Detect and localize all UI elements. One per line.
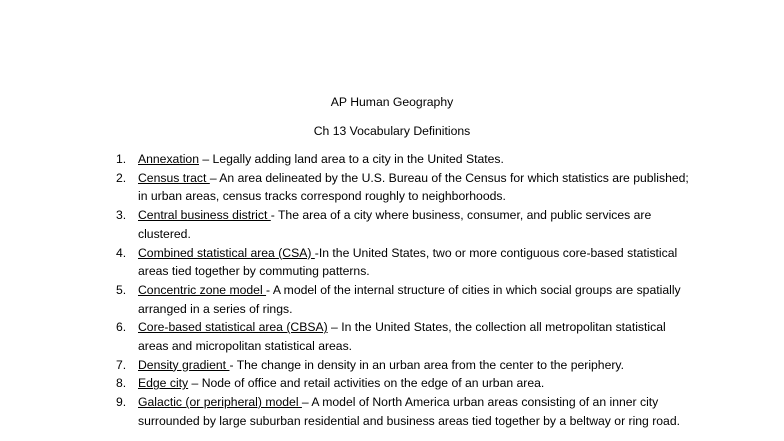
item-number: 4. [116,245,127,260]
list-item [110,393,690,430]
vocab-term: Core-based statistical area (CBSA) [138,320,328,335]
list-item [110,169,690,206]
vocab-term: Annexation [138,152,199,166]
vocab-definition: -In the United States, two or more contiguous core-based statistical areas tied together by commuting patterns. [138,245,678,279]
vocab-definition: – An area delineated by the U.S. Bureau of the Census for which statistics are published; in urban areas, census tracks correspond roughly to neighborhoods. [138,170,689,204]
list-item [110,150,690,169]
vocab-definition: – In the United States, the collection all metropolitan statistical areas and micropolitan statistical areas. [138,320,666,354]
vocab-definition: - The area of a city where business, consumer, and public services are clustered. [138,208,652,241]
item-number: 5. [116,282,127,297]
document-title: AP Human Geography [330,95,454,109]
item-number: 8. [116,376,127,391]
item-number: 9. [116,395,127,410]
list-item [110,206,690,243]
list-item [110,244,690,281]
item-number: 6. [116,320,127,335]
item-number: 2. [116,170,127,185]
vocab-term: Census tract [138,170,210,185]
vocab-definition: – A model of North America urban areas consisting of an inner city surrounded by large suburban residential and business areas tied together by a beltway or ring road. [138,395,680,428]
vocab-term: Central business district [138,208,271,223]
vocab-definition: - The change in density in an urban area from the center to the periphery. [229,357,624,372]
vocabulary-list [110,150,690,431]
vocab-term: Edge city [138,376,189,391]
vocab-definition: – Legally adding land area to a city in the United States. [199,152,504,166]
item-number: 1. [116,152,127,166]
document-subtitle: Ch 13 Vocabulary Definitions [313,124,471,138]
vocab-term: Galactic (or peripheral) model [138,395,302,410]
vocab-term: Density gradient [138,357,230,372]
list-item [110,318,690,355]
item-number: 3. [116,208,127,223]
list-item [110,374,690,393]
vocab-term: Combined statistical area (CSA) [138,245,315,260]
vocab-definition: - A model of the internal structure of cities in which social groups are spatially arranged in a series of rings. [138,282,681,316]
list-item [110,281,690,318]
vocab-term: Concentric zone model [138,282,267,297]
list-item [110,356,690,375]
vocab-definition: – Node of office and retail activities on the edge of an urban area. [188,376,545,391]
item-number: 7. [116,357,127,372]
